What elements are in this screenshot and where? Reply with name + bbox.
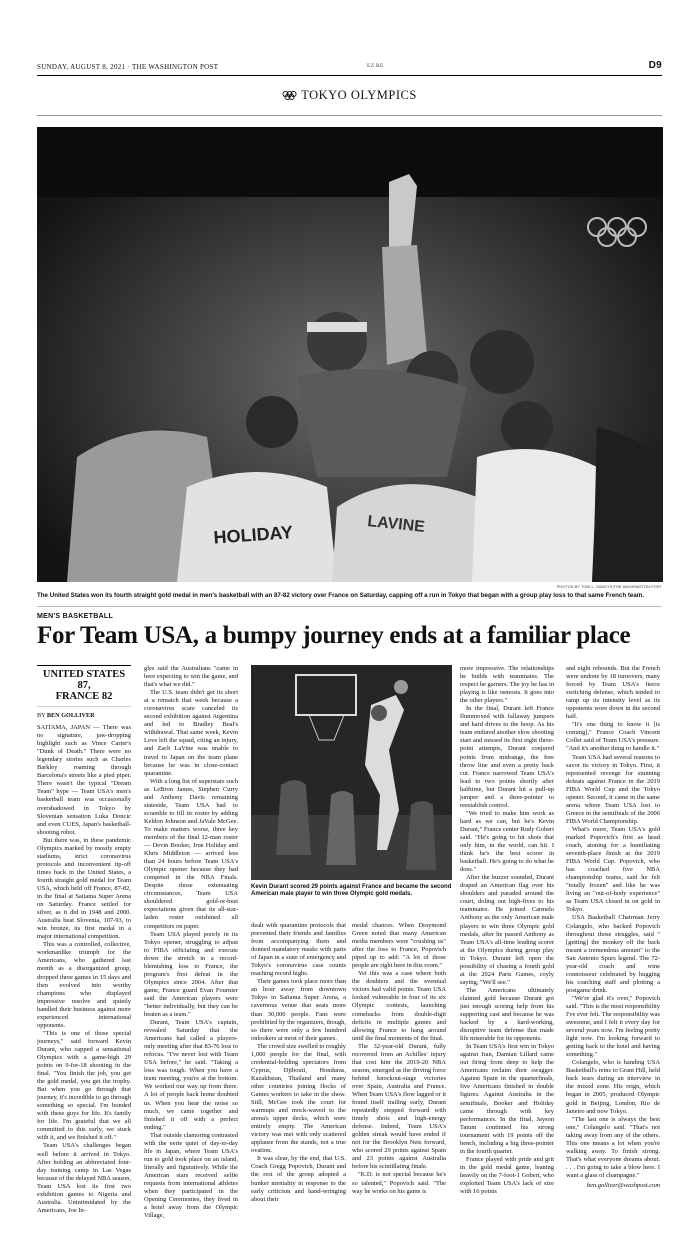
column-5 bbox=[460, 665, 554, 1196]
paragraph: "We're glad it's over," Popovich said. "This is the most responsibility I've ever felt. The responsibility was awesome, and I felt it every day for several years now. I'm feeling pretty light now. I'm looking forward to getting back to the hotel and having something." bbox=[566, 994, 660, 1059]
paragraph: In Team USA's first win in Tokyo against Iran, Damian Lillard came out firing from deep to help the Americans reclaim their swagger. Against Spain in the quarterfinals, five Americans finished in double figures. Against Australia in the semifinals, Booker and Holiday came through with key performances. In the final, Jayson Tatum continued his strong tournament with 19 points off the bench, including a big three-pointer in the fourth quarter. bbox=[460, 1043, 554, 1155]
jersey-holiday: HOLIDAY bbox=[212, 522, 294, 548]
paragraph: "This is one of those special journeys," said forward Kevin Durant, who capped a sensational Olympics with a game-high 29 points on 9-for-18 shooting in the final. "You finish the job, you get the gold medal, you get the trophy. But when you go through that journey, it's incredible to go through something so special. I'm bonded with these guys for life. It's family for life. I'm grateful that we all committed to this early, we stuck with it, and we finished it off." bbox=[37, 1029, 131, 1142]
paragraph: SAITAMA, JAPAN — There was no signature, jaw-dropping highlight such as Vince Carter's "Dunk of Death." There were no legendary stories such as Charles Barkley roaming through Barcelona's streets like a pied piper. There wasn't the typical "Dream Team" hype — Team USA's men's basketball team was occasionally overshadowed in Tokyo by Slovenian sensation Luka Doncic and even CUES, Japan's basketball-shooting robot. bbox=[37, 724, 131, 836]
paragraph: The 32-year-old Durant, fully recovered from an Achilles' injury that cost him the 2019-20 NBA season, emerged as the driving force behind knockout-stage victories over Spain, Australia and France. When Team USA's flow lagged or it found itself trailing early, Durant repeatedly stepped forward with timely shots and high-energy defense. Indeed, Team USA's golden streak would have ended if not for the Brooklyn Nets forward, who scored 29 points against Spain and 23 points against Australia before his scintillating finale. bbox=[352, 1042, 446, 1171]
paragraph: France played with pride and grit in the gold medal game, leaning heavily on the 7-foot-1 Gobert, who exploited Team USA's lack of size with 16 points bbox=[460, 1155, 554, 1196]
paragraph: The U.S. team didn't get its short at a rematch that week because a coronavirus scare canceled its second exhibition against Argentina and led to Bradley Beal's withdrawal. That same week, Kevin Love left the squad, citing an injury, and Zach LaVine was unable to travel to Japan on the team plane because he was in close-contact quarantine. bbox=[144, 689, 238, 777]
paragraph: But there was, in these pandemic Olympics marked by mostly empty stadiums, strict coronavirus protocols and inconvenient tip-off times back in the United States, a fourth straight gold medal for Team USA, which held off France, 87-82, in the final at Saitama Super Arena on Saturday. France settled for silver, as it did in 1948 and 2000. Australia beat Slovenia, 107-93, to win bronze, its first medal in a major international competition. bbox=[37, 836, 131, 941]
author-name: BEN GOLLIVER bbox=[46, 712, 95, 719]
paragraph: After the buzzer sounded, Durant draped an American flag over his shoulders and paraded around the court, doling out high-fives to his teammates. He joined Carmelo Anthony as the only American male players to win three Olympic gold medals, after he passed Anthony as Team USA's all-time leading scorer at the Olympics during group play in Tokyo. Durant left open the possibility of chasing a fourth gold at the 2024 Paris Games, coyly saying, "We'll see." bbox=[460, 874, 554, 986]
folio-edition: EZ RE bbox=[367, 63, 384, 69]
column-1 bbox=[37, 665, 131, 1215]
top-rule bbox=[37, 75, 662, 76]
paragraph: gles said the Australians "came in here expecting to win the game, and that's what we did." bbox=[144, 665, 238, 689]
section-title: TOKYO OLYMPICS bbox=[301, 88, 417, 102]
headline: For Team USA, a bumpy journey ends at a familiar place bbox=[37, 622, 631, 649]
page-number: D9 bbox=[648, 60, 662, 71]
page-folio bbox=[37, 60, 662, 74]
paragraph: "The last one is always the best one," Colangelo said. "That's not taking away from any of the others. This one means a lot when you're walking away. To finish strong. That's what everyone dreams about. . . . I'm going to take a blow here. I want a glass of champagne." bbox=[566, 1115, 660, 1179]
paragraph: The crowd size swelled to roughly 1,000 people for the final, with credential-holding spectators from Cyprus, Djibouti, Honduras, Kazakhstan, Thailand and many other countries joining flocks of Games workers to take in the show. Still, McGee took the court for warmups and mock-waved to the arena's upper decks, which were entirely empty. The American victory was met with only scattered applause from the stands, not a true ovation. bbox=[251, 1042, 346, 1155]
kicker: MEN'S BASKETBALL bbox=[37, 613, 114, 620]
paragraph: "K.D. is not special because he's so talented," Popovich said. "The way he works on his game is bbox=[352, 1171, 446, 1195]
jersey-lavine: LAVINE bbox=[366, 513, 426, 536]
column-1-text bbox=[37, 724, 131, 1215]
paragraph: Team USA's challenges began well before it arrived in Tokyo. After holding an abbreviated four-day training camp in Las Vegas because of the delayed NBA season, Team USA lost its first two exhibition games to Nigeria and Australia. Unintimidated by the Americans, Joe In- bbox=[37, 1142, 131, 1214]
byline: BY BEN GOLLIVER bbox=[37, 712, 95, 719]
durant-caption: Kevin Durant scored 29 points against France and became the second American male player to win three Olympic gold medals. bbox=[251, 884, 452, 898]
score-line-2: FRANCE 82 bbox=[55, 691, 113, 702]
paragraph: That outside clamoring contrasted with the eerie quiet of day-to-day life in Japan, where Team USA's run to gold took place on an island, literally and figuratively. While the American stars received selfie requests from international athletes when they participated in the Opening Ceremonies, they lived in a hotel away from the Olympic Village, bbox=[144, 1131, 238, 1220]
durant-photo bbox=[251, 665, 452, 880]
paragraph: "We tried to make him work as hard as we can, but he's Kevin Durant," France center Rudy Gobert said. "He's going to hit shots that only him, in the world, can hit. I think he's the best scorer in basketball. He's going to do what he does." bbox=[460, 809, 554, 874]
paragraph: more impressive. The relationships he builds with teammates. The respect he garners. The joy he has in playing is like osmosis. It goes into the other players." bbox=[460, 665, 554, 705]
hero-caption: The United States won its fourth straight gold medal in men's basketball with an 87-82 victory over France on Saturday, capping off a run in Tokyo that began with a group play loss to that same French team. bbox=[37, 592, 645, 599]
section-header bbox=[0, 88, 699, 105]
paragraph: Colangelo, who is handing USA Basketball's reins to Grant Hill, held back tears during an interview in the mixed zone. His reign, which began in 2005, produced Olympic gold in Beijing, London, Rio de Janeiro and now Tokyo. bbox=[566, 1059, 660, 1115]
paragraph: Team USA played poorly in its Tokyo opener, struggling to adjust to FIBA officiating and execute down the stretch in a record-blemishing loss to France, the program's first defeat in the Olympics since 2004. After that game, France guard Evan Fournier said the American players were "better individually, but they can be beaten as a team." bbox=[144, 930, 238, 1019]
score-box bbox=[37, 665, 131, 707]
author-email: ben.golliver@washpost.com bbox=[586, 1182, 660, 1189]
paragraph: What's more, Team USA's gold marked Popovich's first as head coach, atoning for a humiliating seventh-place finish at the 2019 FIBA World Cup. Popovich, who has coached five NBA championship teams, said he felt "totally frozen" and like he was living an "out-of-body experience" as Team USA closed in on gold in Tokyo. bbox=[566, 825, 660, 914]
column-4 bbox=[352, 922, 446, 1196]
paragraph: USA Basketball Chairman Jerry Colangelo, who backed Popovich throughout those struggles, said "[getting] the monkey off the back meant a tremendous amount" to the San Antonio Spurs legend. The 72-year-old coach and wine connoisseur celebrated by hugging his coaching staff and plotting a postgame drink. bbox=[566, 914, 660, 994]
paragraph: With a long list of superstars such as LeBron James, Stephen Curry and Anthony Davis remaining stateside, Team USA had to scramble to fill its roster by adding Keldon Johnson and JaVale McGee. To make matters worse, three key members of the final 12-man roster — Devin Booker, Jrue Holiday and Khris Middleton — arrived less than 24 hours before Team USA's Olympic opener because they had competed in the NBA Finals. Despite those extenuating circumstances, Team USA shouldered gold-or-bust expectations given that its all-star-laden roster outshined all competitors on paper. bbox=[144, 777, 238, 930]
photo-credit: PHOTOS BY TONI L. SANDYS/THE WASHINGTON POST bbox=[556, 584, 662, 589]
paragraph: In the final, Durant left France flummoxed with fallaway jumpers and hard drives to the hoop. As his team endured another slow shooting start and missed its first eight three-point attempts, Durant conjured points from midrange, the free throw line and even a pretty back cut. France narrowed Team USA's lead to two points shortly after halftime, but Durant hit a pull-up jumper and a three-pointer to reestablish control. bbox=[460, 705, 554, 809]
paragraph: Yet this was a case where both the doubters and the eventual victors had valid points. Team USA looked vulnerable in four of its six Olympic contests, launching comebacks from double-digit deficits in multiple games and allowing France to hang around until the final moments of the final. bbox=[352, 970, 446, 1042]
section-rule bbox=[37, 115, 662, 116]
folio-date: SUNDAY, AUGUST 8, 2021 · THE WASHINGTON POST bbox=[37, 63, 219, 71]
paragraph: It was clear, by the end, that U.S. Coach Gregg Popovich, Durant and the rest of the group adopted a bunker mentality in response to the early criticism and hand-wringing about their bbox=[251, 1155, 346, 1203]
column-3 bbox=[251, 922, 346, 1204]
olympic-rings-icon bbox=[282, 90, 297, 105]
column-6 bbox=[566, 665, 660, 1190]
paragraph: "It's one thing to know it [is coming]," France Coach Vincent Collet said of Team USA's pressure. "And it's another thing to handle it." bbox=[566, 721, 660, 753]
paragraph: This was a controlled, collective, workmanlike triumph for the Americans, who gathered last month as a disorganized group, dropped three games in 15 days and then evolved into worthy champions who displayed impressive resolve and quietly handled their business against more experienced international opponents. bbox=[37, 941, 131, 1029]
paragraph: The Americans ultimately claimed gold because Durant got just enough scoring help from his supporting cast and because he was backed by a hard-working, disruptive team defense that made life miserable for its opponents. bbox=[460, 986, 554, 1043]
paragraph: Durant, Team USA's captain, revealed Saturday that the Americans had called a players-only meeting after that 83-76 loss to refocus. "I've never lost with Team USA before," he said. "Taking a loss was tough. When you have a team meeting, you're at the bottom. We worked our way up from there. A lot of people back home doubted us. When you hear the noise so much, we came together and finished it off with a perfect ending." bbox=[144, 1019, 238, 1131]
paragraph: medal chances. When Draymond Green noted that many American media members were "crushing us" after the loss to France, Popovich piped up to add: "A lot of those people are right here in this room." bbox=[352, 922, 446, 970]
column-2 bbox=[144, 665, 238, 1220]
paragraph: Their games took place more than an hour away from downtown Tokyo in Saitama Super Arena, a cavernous venue that seats more than 30,000 people. Fans were prohibited by the organizers, though, so there were only a few hundred onlookers at most of their games. bbox=[251, 978, 346, 1042]
paragraph: dealt with quarantine protocols that prevented their friends and families from accompanying them and donned mandatory masks with parts of Japan in a state of emergency and Tokyo's coronavirus case counts reaching record highs. bbox=[251, 922, 346, 978]
caption-rule bbox=[37, 606, 662, 607]
paragraph: Team USA had several reasons to savor its victory in Tokyo. First, it represented revenge for stunning defeats against France in the 2019 FIBA World Cup and the Tokyo opener. Second, it came in the same arena where Team USA lost to Greece in the semifinals of the 2006 FIBA World Championship. bbox=[566, 753, 660, 825]
paragraph: and eight rebounds. But the French were undone by 18 turnovers, many forced by Team USA's fierce switching defense, which tended to ramp up its intensity level as its opponents wore down in the second half. bbox=[566, 665, 660, 721]
score-line-1: UNITED STATES 87, bbox=[42, 669, 126, 691]
hero-photo bbox=[37, 127, 663, 582]
